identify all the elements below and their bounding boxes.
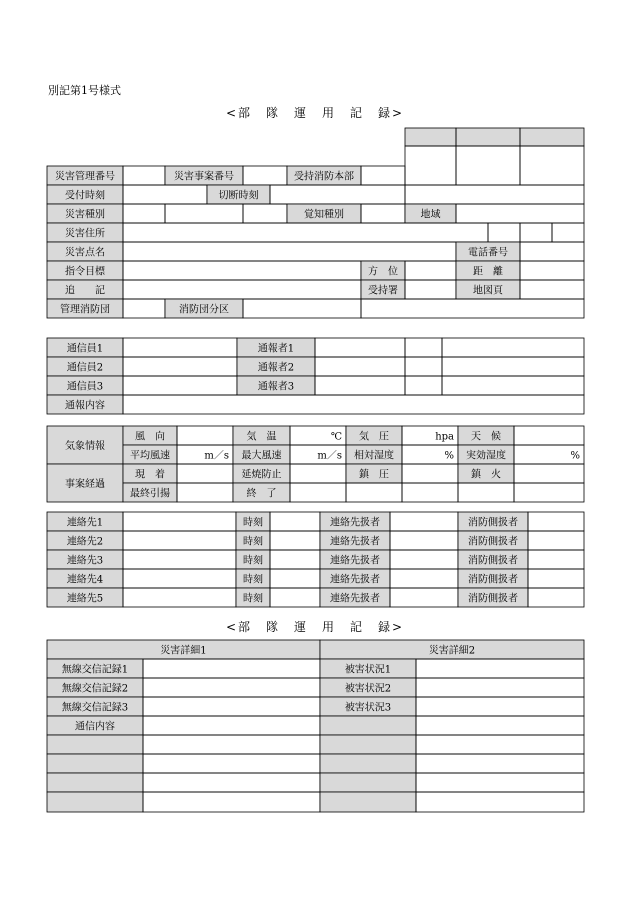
input-cell[interactable] xyxy=(405,357,442,376)
input-cell[interactable] xyxy=(361,299,584,318)
input-cell[interactable] xyxy=(458,483,514,502)
input-cell[interactable] xyxy=(123,550,236,569)
right-detail-input[interactable] xyxy=(416,735,584,754)
final-withdrawal-label: 最終引揚 xyxy=(130,488,170,500)
input-cell[interactable] xyxy=(442,357,584,376)
contact-time-1-label: 時刻 xyxy=(243,517,263,529)
input-cell[interactable] xyxy=(514,464,584,483)
input-cell[interactable] xyxy=(405,338,442,357)
input-cell[interactable] xyxy=(123,357,237,376)
disaster-point-name-input[interactable] xyxy=(123,242,456,261)
right-label-blank-bg xyxy=(320,773,416,792)
dispatch-target-label: 指令目標 xyxy=(65,266,105,278)
right-detail-input[interactable] xyxy=(416,716,584,735)
average-wind-speed-label: 平均風速 xyxy=(130,450,170,462)
input-cell[interactable] xyxy=(123,531,236,550)
input-cell[interactable] xyxy=(390,512,458,531)
avg-wind-unit-label: m／s xyxy=(204,450,229,462)
input-cell[interactable] xyxy=(528,588,584,607)
input-cell[interactable] xyxy=(390,550,458,569)
contact-1-label: 連絡先1 xyxy=(66,517,104,529)
fire-side-handler-4-label: 消防側扱者 xyxy=(468,574,518,586)
contact-time-5-label: 時刻 xyxy=(243,593,263,605)
additional-note-label: 追 記 xyxy=(65,285,105,297)
input-cell[interactable] xyxy=(270,569,320,588)
contact-2-label: 連絡先2 xyxy=(66,536,104,548)
left-label-blank-bg xyxy=(47,773,143,792)
distance-label: 距 離 xyxy=(473,266,503,278)
input-cell[interactable] xyxy=(520,261,584,280)
contact-5-label: 連絡先5 xyxy=(66,593,104,605)
eff-humidity-unit-label: % xyxy=(570,450,580,462)
disaster-detail-1-label: 災害詳細1 xyxy=(160,645,207,657)
report-content-label: 通報内容 xyxy=(65,400,105,412)
left-detail-input[interactable] xyxy=(143,754,320,773)
right-detail-input[interactable] xyxy=(416,773,584,792)
input-cell[interactable] xyxy=(390,588,458,607)
wind-direction-label: 風 向 xyxy=(135,431,165,443)
input-cell[interactable] xyxy=(346,483,402,502)
contact-handler-4-label: 連絡先扱者 xyxy=(330,574,380,586)
fire-side-handler-3-label: 消防側扱者 xyxy=(468,555,518,567)
input-cell[interactable] xyxy=(243,166,287,185)
contact-handler-5-label: 連絡先扱者 xyxy=(330,593,380,605)
right-label-blank-bg xyxy=(320,735,416,754)
left-detail-input[interactable] xyxy=(143,716,320,735)
contact-handler-3-label: 連絡先扱者 xyxy=(330,555,380,567)
left-label-blank-bg xyxy=(47,792,143,812)
input-cell[interactable] xyxy=(405,280,456,299)
contact-time-3-label: 時刻 xyxy=(243,555,263,567)
air-pressure-label: 気 圧 xyxy=(359,431,389,443)
disaster-type-label: 災害種別 xyxy=(65,209,105,221)
radio-log-2-label: 無線交信記録2 xyxy=(61,683,129,695)
input-cell[interactable] xyxy=(402,464,458,483)
fire-brigade-district-label: 消防団分区 xyxy=(179,304,229,316)
operator-1-label: 通信員1 xyxy=(66,343,104,355)
input-cell[interactable] xyxy=(528,512,584,531)
contact-time-4-label: 時刻 xyxy=(243,574,263,586)
header-block-bottom-cell[interactable] xyxy=(520,146,584,185)
reporter-2-label: 通報者2 xyxy=(257,362,295,374)
input-cell[interactable] xyxy=(165,204,243,223)
assigned-fire-hq-label: 受持消防本部 xyxy=(294,171,354,183)
input-cell[interactable] xyxy=(405,261,456,280)
disconnect-time-label: 切断時刻 xyxy=(218,190,259,202)
input-cell[interactable] xyxy=(270,512,320,531)
disaster-address-input[interactable] xyxy=(123,223,488,242)
input-cell[interactable] xyxy=(520,242,584,261)
weather-info-label: 気象情報 xyxy=(65,441,105,452)
right-detail-input[interactable] xyxy=(416,697,584,716)
hpa-unit-label: hpa xyxy=(435,431,454,443)
reception-time-label: 受付時刻 xyxy=(65,190,105,202)
left-detail-input[interactable] xyxy=(143,697,320,716)
input-cell[interactable] xyxy=(520,223,552,242)
contact-handler-2-label: 連絡先扱者 xyxy=(330,536,380,548)
input-cell[interactable] xyxy=(442,376,584,395)
right-detail-input[interactable] xyxy=(416,678,584,697)
input-cell[interactable] xyxy=(405,376,442,395)
input-cell[interactable] xyxy=(290,464,346,483)
assigned-station-label: 受持署 xyxy=(368,285,398,297)
disaster-case-number-label: 災害事案番号 xyxy=(174,171,234,183)
temperature-label: 気 温 xyxy=(246,431,277,443)
suppression-label: 鎮 圧 xyxy=(359,469,389,481)
left-label-blank-bg xyxy=(47,735,143,754)
dispatch-target-input[interactable] xyxy=(123,261,361,280)
max-wind-speed-label: 最大風速 xyxy=(241,450,282,462)
input-cell[interactable] xyxy=(123,376,237,395)
radio-log-1-label: 無線交信記録1 xyxy=(61,664,129,676)
input-cell[interactable] xyxy=(123,299,165,318)
form-title-2: <部 隊 運 用 記 録> xyxy=(225,620,405,634)
input-cell[interactable] xyxy=(177,483,233,502)
contact-time-2-label: 時刻 xyxy=(243,536,263,548)
relative-humidity-label: 相対湿度 xyxy=(354,450,394,462)
input-cell[interactable] xyxy=(123,588,236,607)
input-cell[interactable] xyxy=(514,483,584,502)
right-label-blank-bg xyxy=(320,754,416,773)
operator-2-label: 通信員2 xyxy=(66,362,104,374)
contact-handler-1-label: 連絡先扱者 xyxy=(330,517,380,529)
bearing-label: 方 位 xyxy=(368,266,398,278)
reporter-3-label: 通報者3 xyxy=(257,381,295,393)
input-cell[interactable] xyxy=(315,376,405,395)
input-cell[interactable] xyxy=(528,569,584,588)
disaster-address-label: 災害住所 xyxy=(65,228,105,240)
input-cell[interactable] xyxy=(405,185,584,204)
input-cell[interactable] xyxy=(315,338,405,357)
left-label-blank-bg xyxy=(47,754,143,773)
input-cell[interactable] xyxy=(361,204,405,223)
radio-log-3-label: 無線交信記録3 xyxy=(61,702,129,714)
form-number-caption: 別記第1号様式 xyxy=(48,84,121,97)
left-detail-input[interactable] xyxy=(143,735,320,754)
input-cell[interactable] xyxy=(177,426,233,445)
input-cell[interactable] xyxy=(361,166,405,185)
left-detail-input[interactable] xyxy=(143,659,320,678)
input-cell[interactable] xyxy=(442,338,584,357)
input-cell[interactable] xyxy=(123,166,165,185)
right-detail-input[interactable] xyxy=(416,792,584,812)
on-scene-arrival-label: 現 着 xyxy=(135,469,165,481)
input-cell[interactable] xyxy=(488,223,520,242)
additional-note-input[interactable] xyxy=(123,280,361,299)
input-cell[interactable] xyxy=(290,483,346,502)
input-cell[interactable] xyxy=(123,569,236,588)
fire-side-handler-1-label: 消防側扱者 xyxy=(468,517,518,529)
region-label: 地域 xyxy=(420,209,441,221)
disaster-detail-2-label: 災害詳細2 xyxy=(428,645,476,657)
celsius-unit-label: ℃ xyxy=(330,431,342,443)
header-block-bottom-cell[interactable] xyxy=(456,146,520,185)
input-cell[interactable] xyxy=(528,550,584,569)
managing-fire-brigade-label: 管理消防団 xyxy=(60,304,110,316)
form-title-1: <部 隊 運 用 記 録> xyxy=(225,106,405,120)
input-cell[interactable] xyxy=(456,204,584,223)
disaster-management-number-label: 災害管理番号 xyxy=(55,171,115,183)
left-detail-input[interactable] xyxy=(143,773,320,792)
max-wind-unit-label: m／s xyxy=(317,450,342,462)
input-cell[interactable] xyxy=(390,531,458,550)
input-cell[interactable] xyxy=(520,280,584,299)
effective-humidity-label: 実効湿度 xyxy=(466,450,506,462)
disaster-point-name-label: 災害点名 xyxy=(65,247,105,259)
input-cell[interactable] xyxy=(123,204,165,223)
damage-status-3-label: 被害状況3 xyxy=(344,702,392,714)
input-cell[interactable] xyxy=(390,569,458,588)
damage-status-2-label: 被害状況2 xyxy=(344,683,392,695)
damage-status-1-label: 被害状況1 xyxy=(344,664,392,676)
report-content-input[interactable] xyxy=(123,395,584,414)
input-cell[interactable] xyxy=(243,204,287,223)
input-cell[interactable] xyxy=(243,299,361,318)
input-cell[interactable] xyxy=(270,550,320,569)
completion-label: 終 了 xyxy=(246,488,277,500)
rel-humidity-unit-label: % xyxy=(444,450,454,462)
input-cell[interactable] xyxy=(123,512,236,531)
right-label-blank-bg xyxy=(320,716,416,735)
fire-side-handler-2-label: 消防側扱者 xyxy=(468,536,518,548)
case-progress-label: 事案経過 xyxy=(65,479,105,490)
extinguished-label: 鎮 火 xyxy=(471,469,501,481)
input-cell[interactable] xyxy=(315,357,405,376)
input-cell[interactable] xyxy=(528,531,584,550)
header-block-bg xyxy=(405,128,584,146)
detection-type-label: 覚知種別 xyxy=(304,209,344,221)
input-cell[interactable] xyxy=(270,185,405,204)
input-cell[interactable] xyxy=(123,338,237,357)
input-cell[interactable] xyxy=(552,223,584,242)
input-cell[interactable] xyxy=(270,588,320,607)
map-page-label: 地図頁 xyxy=(473,285,503,297)
radio-log-4-label: 通信内容 xyxy=(75,721,115,733)
input-cell[interactable] xyxy=(514,426,584,445)
weather-label: 天 候 xyxy=(471,431,501,443)
right-detail-input[interactable] xyxy=(416,754,584,773)
right-label-blank-bg xyxy=(320,792,416,812)
input-cell[interactable] xyxy=(177,464,233,483)
input-cell[interactable] xyxy=(402,483,458,502)
spread-prevention-label: 延焼防止 xyxy=(241,469,282,481)
operator-3-label: 通信員3 xyxy=(66,381,104,393)
input-cell[interactable] xyxy=(270,531,320,550)
input-cell[interactable] xyxy=(123,185,207,204)
reporter-1-label: 通報者1 xyxy=(257,343,295,355)
left-detail-input[interactable] xyxy=(143,792,320,812)
right-detail-input[interactable] xyxy=(416,659,584,678)
phone-number-label: 電話番号 xyxy=(468,247,508,259)
contact-4-label: 連絡先4 xyxy=(66,574,104,586)
header-block-bottom-cell[interactable] xyxy=(405,146,456,185)
fire-side-handler-5-label: 消防側扱者 xyxy=(468,593,518,605)
contact-3-label: 連絡先3 xyxy=(66,555,104,567)
left-detail-input[interactable] xyxy=(143,678,320,697)
